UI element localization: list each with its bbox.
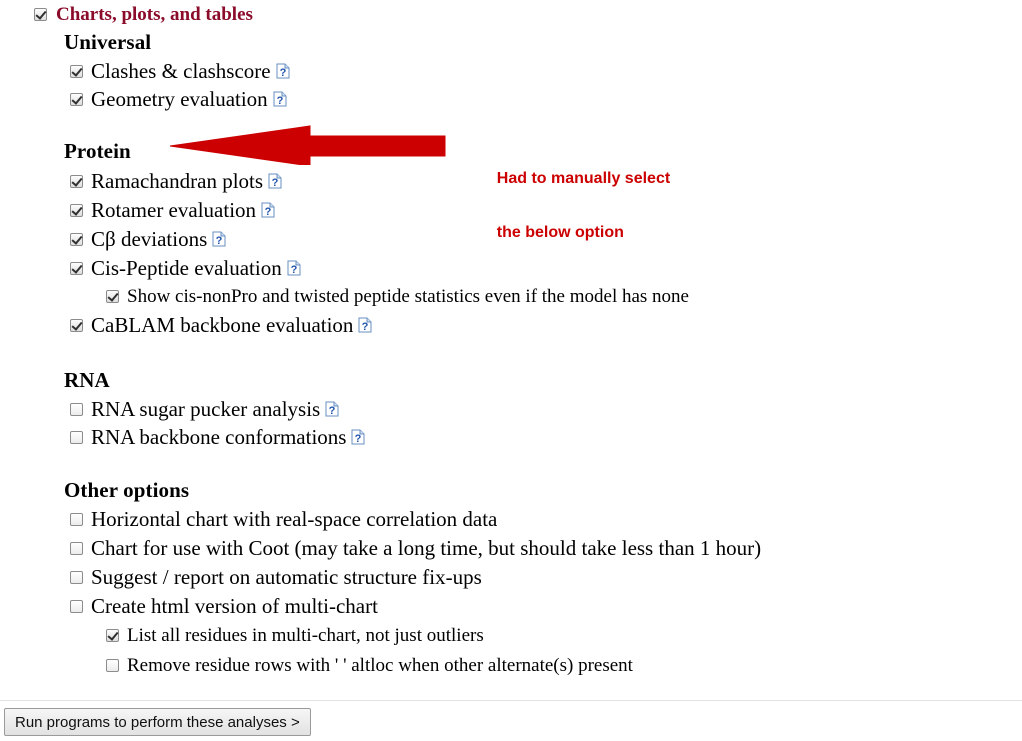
option-remove-blank-altloc-rows-label: Remove residue rows with ' ' altloc when other alternate(s) present (127, 655, 633, 676)
option-rotamer-evaluation[interactable] (70, 199, 275, 221)
option-suggest-structure-fixups-label: Suggest / report on automatic structure fix-ups (91, 565, 482, 589)
svg-text:?: ? (279, 67, 286, 80)
option-remove-blank-altloc-rows[interactable] (106, 656, 633, 676)
option-chart-for-coot-checkbox[interactable] (70, 542, 83, 555)
option-geometry-evaluation-checkbox[interactable] (70, 93, 83, 106)
help-icon[interactable] (351, 429, 365, 445)
option-rna-backbone-conformations-checkbox[interactable] (70, 431, 83, 444)
option-ramachandran-plots-label: Ramachandran plots (91, 169, 264, 193)
option-clashes-clashscore[interactable] (70, 60, 290, 82)
option-create-html-multi-chart-checkbox[interactable] (70, 600, 83, 613)
section-header-label: Charts, plots, and tables (56, 4, 253, 25)
option-create-html-multi-chart-label: Create html version of multi-chart (91, 594, 378, 618)
footer-divider (0, 700, 1022, 701)
help-icon[interactable] (287, 260, 301, 276)
run-programs-button-label: Run programs to perform these analyses > (15, 713, 300, 731)
option-list-all-residues-checkbox[interactable] (106, 629, 119, 642)
option-chart-for-coot-label: Chart for use with Coot (may take a long time, but should take less than 1 hour) (91, 536, 762, 560)
option-clashes-clashscore-checkbox[interactable] (70, 65, 83, 78)
svg-text:?: ? (362, 321, 369, 334)
option-geometry-evaluation-label: Geometry evaluation (91, 87, 268, 111)
svg-text:?: ? (271, 177, 279, 190)
group-title-protein: Protein (64, 139, 131, 163)
annotation-line-2: the below option (496, 224, 624, 241)
option-ramachandran-plots[interactable] (70, 170, 282, 192)
option-horizontal-chart-rsc-checkbox[interactable] (70, 513, 83, 526)
group-title-rna: RNA (64, 368, 110, 392)
svg-text:?: ? (290, 264, 298, 277)
option-cbeta-deviations-checkbox[interactable] (70, 233, 83, 246)
svg-text:?: ? (276, 95, 284, 108)
help-icon[interactable] (358, 317, 372, 333)
help-icon[interactable] (268, 173, 282, 189)
option-rna-sugar-pucker-analysis-checkbox[interactable] (70, 403, 83, 416)
option-remove-blank-altloc-rows-checkbox[interactable] (106, 659, 119, 672)
help-icon[interactable] (261, 202, 275, 218)
option-geometry-evaluation[interactable] (70, 88, 287, 110)
group-title-other-options: Other options (64, 478, 190, 502)
svg-text:?: ? (215, 235, 223, 248)
option-cablam-backbone-evaluation-checkbox[interactable] (70, 319, 83, 332)
option-rotamer-evaluation-checkbox[interactable] (70, 204, 83, 217)
option-show-cis-nonpro-statistics[interactable] (106, 287, 689, 307)
red-arrow-pointing-to-protein (170, 120, 455, 170)
help-icon[interactable] (276, 63, 290, 79)
section-header-checkbox[interactable] (34, 8, 47, 21)
svg-text:?: ? (264, 206, 272, 219)
help-icon[interactable] (212, 231, 226, 247)
option-suggest-structure-fixups-checkbox[interactable] (70, 571, 83, 584)
option-show-cis-nonpro-statistics-label: Show cis-nonPro and twisted peptide statistics even if the model has none (127, 286, 689, 307)
option-list-all-residues-label: List all residues in multi-chart, not just outliers (127, 625, 484, 646)
option-rna-backbone-conformations-label: RNA backbone conformations (91, 425, 347, 449)
option-suggest-structure-fixups[interactable] (70, 566, 482, 588)
option-cis-peptide-evaluation[interactable] (70, 257, 301, 279)
option-rotamer-evaluation-label: Rotamer evaluation (91, 198, 257, 222)
option-rna-backbone-conformations[interactable] (70, 426, 365, 448)
option-horizontal-chart-rsc[interactable] (70, 508, 497, 530)
svg-text:?: ? (328, 405, 336, 418)
option-cablam-backbone-evaluation-label: CaBLAM backbone evaluation (91, 313, 354, 337)
option-cablam-backbone-evaluation[interactable] (70, 314, 372, 336)
section-header-charts-plots-tables[interactable] (34, 5, 253, 25)
option-show-cis-nonpro-statistics-checkbox[interactable] (106, 290, 119, 303)
option-list-all-residues[interactable] (106, 626, 484, 646)
option-cbeta-deviations-label: Cβ deviations (91, 227, 208, 251)
svg-text:?: ? (355, 433, 362, 446)
option-ramachandran-plots-checkbox[interactable] (70, 175, 83, 188)
option-create-html-multi-chart[interactable] (70, 595, 378, 617)
help-icon[interactable] (273, 91, 287, 107)
option-horizontal-chart-rsc-label: Horizontal chart with real-space correlation data (91, 507, 498, 531)
run-programs-button[interactable] (4, 708, 311, 736)
option-cis-peptide-evaluation-checkbox[interactable] (70, 262, 83, 275)
option-cbeta-deviations[interactable] (70, 228, 226, 250)
annotation-text (479, 138, 670, 273)
option-rna-sugar-pucker-analysis-label: RNA sugar pucker analysis (91, 397, 321, 421)
option-chart-for-coot[interactable] (70, 537, 761, 559)
group-title-universal: Universal (64, 30, 152, 54)
help-icon[interactable] (325, 401, 339, 417)
option-rna-sugar-pucker-analysis[interactable] (70, 398, 339, 420)
option-cis-peptide-evaluation-label: Cis-Peptide evaluation (91, 256, 282, 280)
annotation-line-1: Had to manually select (496, 170, 671, 187)
option-clashes-clashscore-label: Clashes & clashscore (91, 59, 271, 83)
